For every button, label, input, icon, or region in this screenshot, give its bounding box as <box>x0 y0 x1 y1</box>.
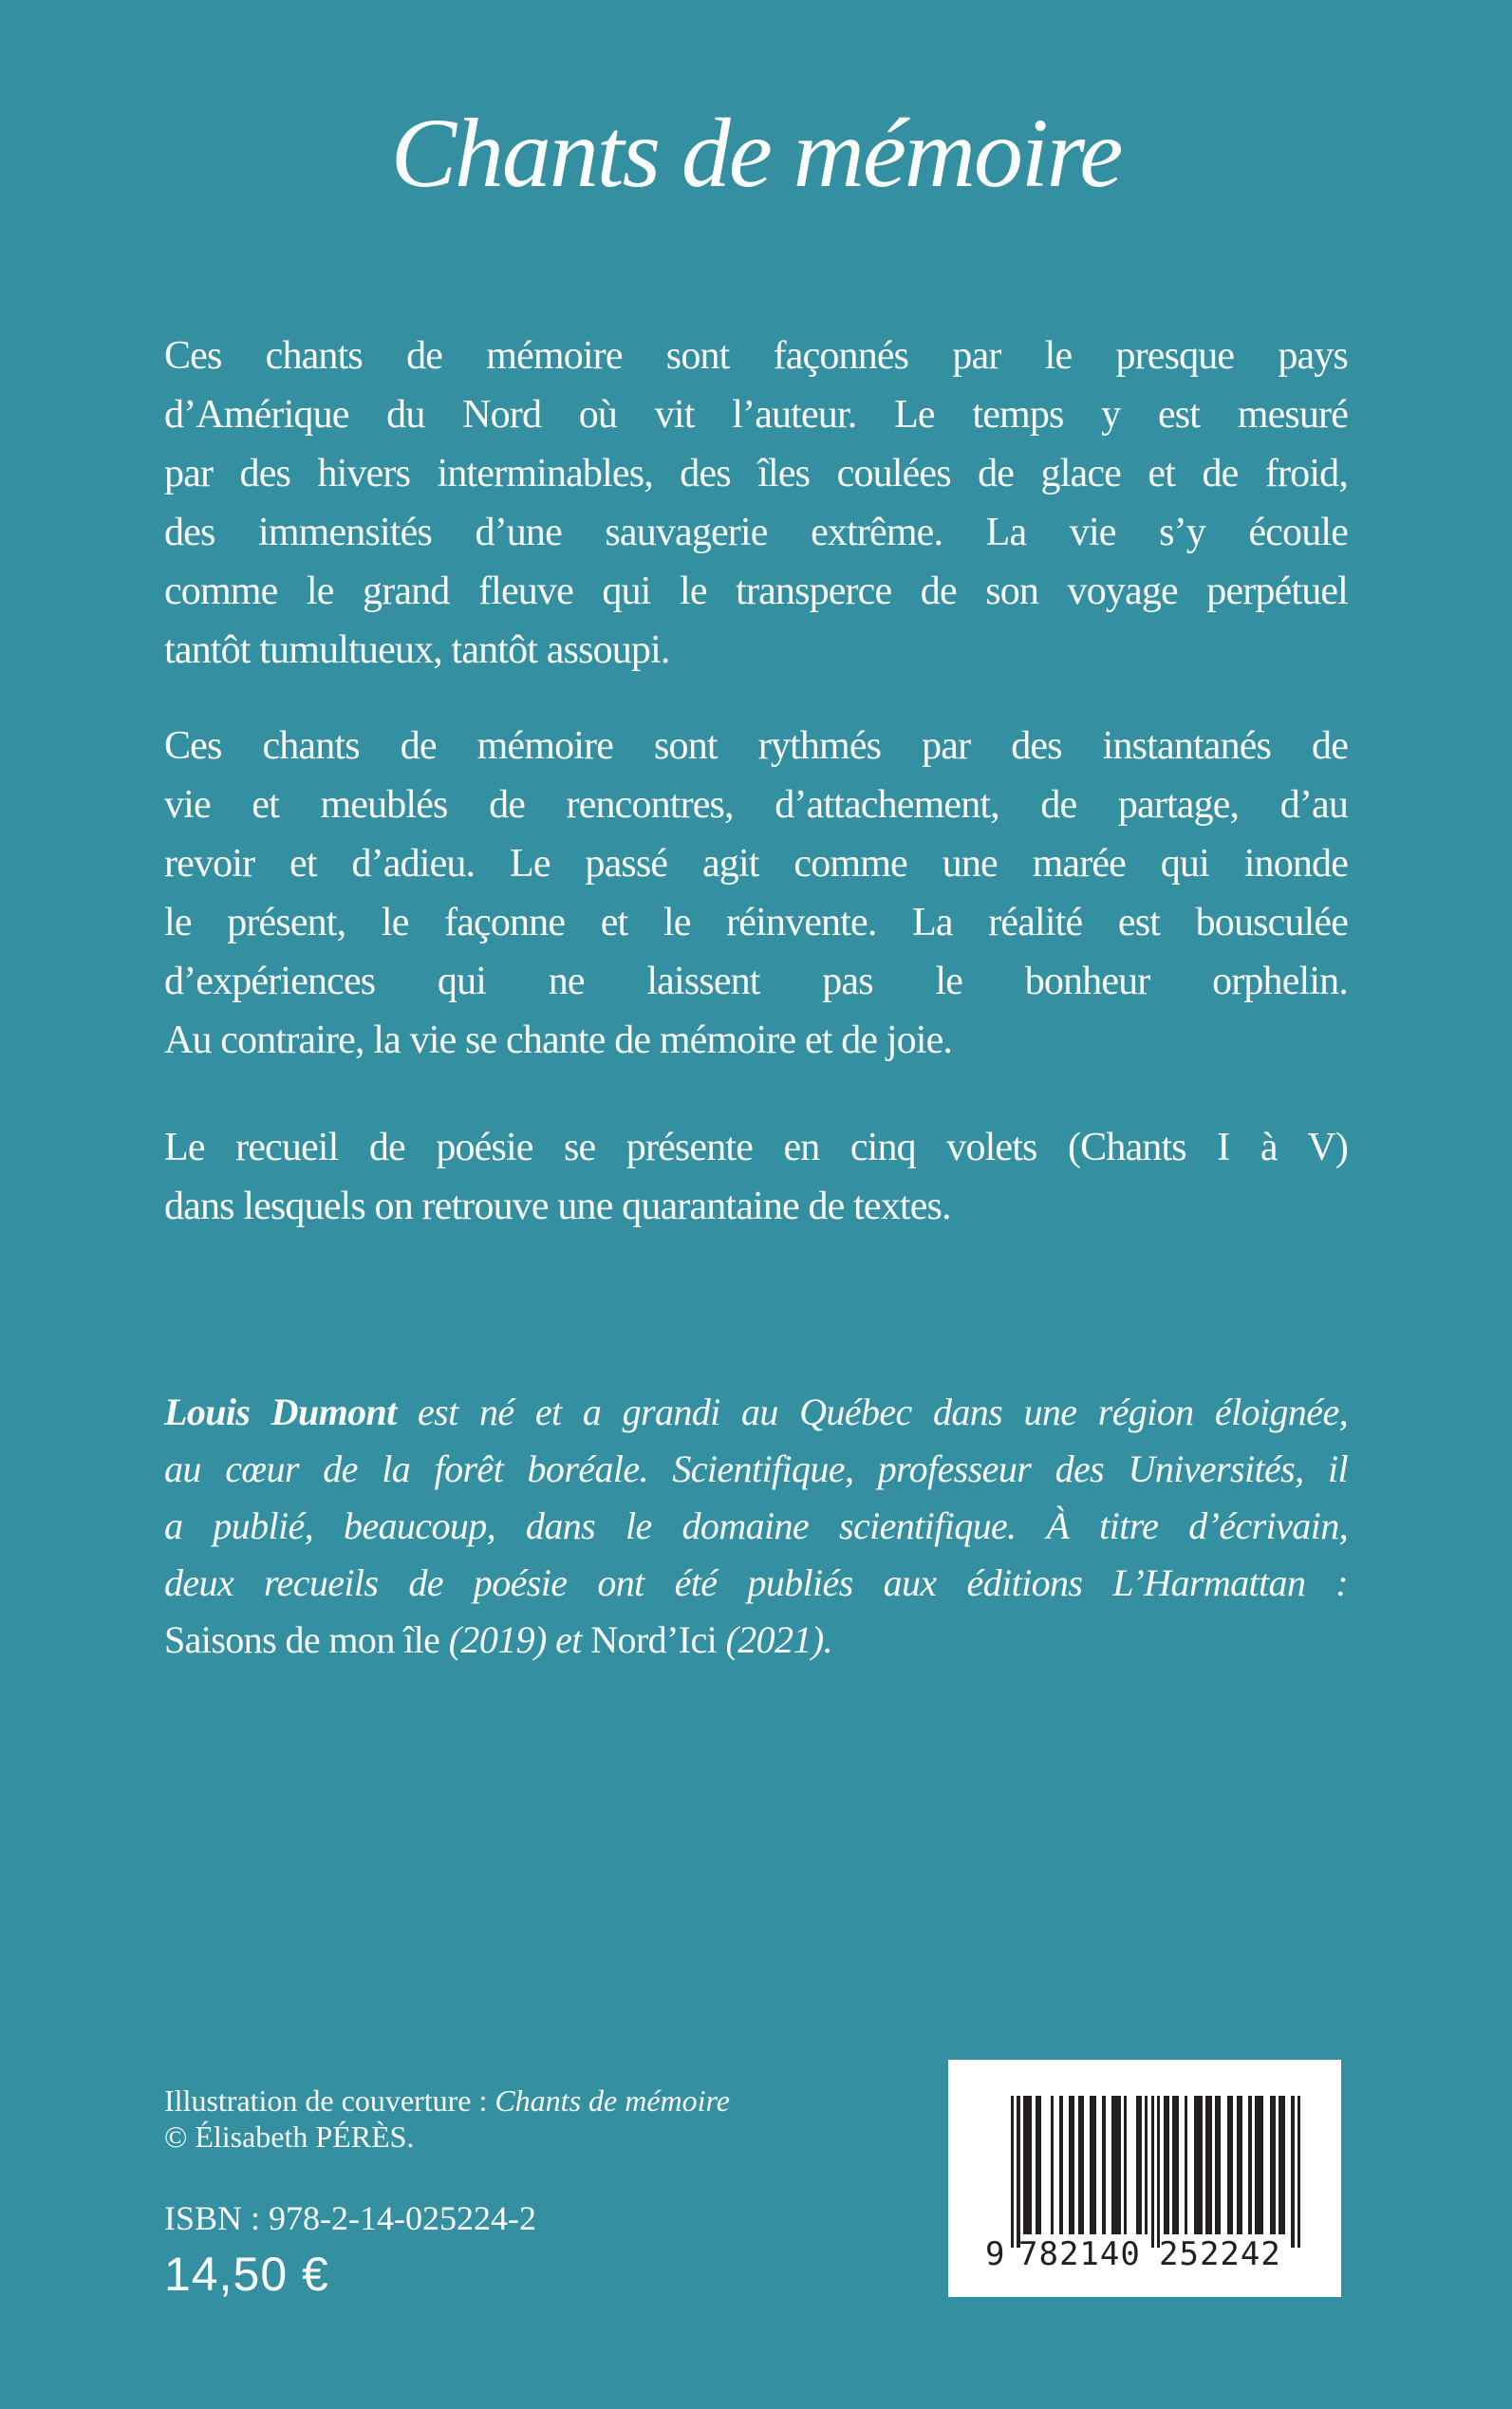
barcode-bar <box>1069 2096 1074 2234</box>
barcode-bar <box>1090 2096 1095 2234</box>
barcode-bar <box>1164 2096 1169 2234</box>
author-bio <box>164 1384 1348 1669</box>
text-line: deux recueils de poésie ont été publiés aux éditions L’Harmattan : <box>164 1561 1348 1604</box>
barcode-bar <box>1297 2096 1300 2248</box>
barcode-bar <box>1205 2096 1211 2234</box>
text-line: Le recueil de poésie se présente en cinq volets (Chants I à V) <box>164 1126 1348 1169</box>
text-segment: Nord’Ici <box>590 1618 726 1661</box>
text-segment: Illustration de couverture : <box>164 2083 495 2118</box>
barcode-bar <box>1248 2096 1251 2234</box>
barcode-bar <box>1124 2096 1127 2234</box>
text-line: au cœur de la forêt boréale. Scientifique, professeur des Universités, il <box>164 1447 1348 1490</box>
text-line <box>164 1384 1348 1441</box>
barcode-bar <box>1017 2096 1019 2248</box>
text-line: le présent, le façonne et le réinvente. La réalité est bousculée <box>164 901 1348 944</box>
barcode-bar <box>1136 2096 1142 2234</box>
text-line: comme le grand fleuve qui le transperce de son voyage perpétuel <box>164 570 1348 613</box>
barcode-bar <box>1111 2096 1121 2234</box>
barcode-bar <box>1172 2096 1178 2234</box>
text-segment: Chants de mémoire <box>495 2083 730 2118</box>
text-segment: Louis Dumont <box>164 1391 397 1433</box>
barcode-bar <box>1157 2096 1160 2248</box>
barcode-bar <box>1194 2096 1204 2234</box>
text-line: par des hivers interminables, des îles coulées de glace et de froid, <box>164 452 1348 495</box>
barcode-bar <box>1023 2096 1033 2234</box>
barcode-digits-left: 782140 <box>1018 2235 1141 2273</box>
synopsis-paragraph-1 <box>164 327 1348 680</box>
isbn-number: ISBN : 978-2-14-025224-2 <box>164 2199 536 2237</box>
barcode-bar <box>1011 2096 1014 2248</box>
barcode-bar <box>1270 2096 1276 2234</box>
text-segment: Saisons de mon île <box>164 1618 449 1661</box>
barcode-bar <box>1215 2096 1221 2234</box>
text-line: dans lesquels on retrouve une quarantaine de textes. <box>164 1185 951 1228</box>
text-line: d’expériences qui ne laissent pas le bonheur orphelin. <box>164 960 1348 1003</box>
price: 14,50 € <box>164 2248 329 2301</box>
text-line: d’Amérique du Nord où vit l’auteur. Le temps y est mesuré <box>164 393 1348 437</box>
barcode-bar <box>1237 2096 1242 2234</box>
text-segment: (2019) et <box>448 1618 591 1661</box>
barcode-bars <box>1011 2096 1300 2248</box>
text-line: Ces chants de mémoire sont façonnés par le presque pays <box>164 334 1348 378</box>
barcode-bar <box>1227 2096 1233 2234</box>
barcode-bar <box>1059 2096 1062 2234</box>
text-line: a publié, beaucoup, dans le domaine scientifique. À titre d’écrivain, <box>164 1504 1348 1547</box>
book-title: Chants de mémoire <box>390 99 1122 208</box>
barcode-bar <box>1291 2096 1294 2248</box>
text-line: revoir et d’adieu. Le passé agit comme une marée qui inonde <box>164 842 1348 886</box>
text-segment: (2021). <box>725 1618 832 1661</box>
barcode-digits-right: 252242 <box>1159 2235 1281 2273</box>
synopsis-paragraph-3 <box>164 1118 1348 1236</box>
text-line: Au contraire, la vie se chante de mémoire et de joie. <box>164 1018 953 1062</box>
barcode-bar <box>1036 2096 1041 2234</box>
text-line <box>164 1612 1348 1669</box>
barcode-bar <box>1185 2096 1187 2234</box>
barcode-bar <box>1102 2096 1105 2234</box>
barcode <box>948 2060 1341 2297</box>
text-line: Ces chants de mémoire sont rythmés par des instantanés de <box>164 724 1348 768</box>
barcode-digit-leading: 9 <box>985 2235 1006 2273</box>
barcode-bar <box>1051 2096 1054 2234</box>
barcode-bar <box>1151 2096 1154 2248</box>
barcode-bar <box>1255 2096 1264 2234</box>
text-line: © Élisabeth PÉRÈS. <box>164 2120 415 2154</box>
text-line: des immensités d’une sauvagerie extrême. La vie s’y écoule <box>164 511 1348 554</box>
text-line: vie et meublés de rencontres, d’attachement, de partage, d’au <box>164 783 1348 827</box>
synopsis-paragraph-2 <box>164 717 1348 1070</box>
barcode-bar <box>1145 2096 1148 2234</box>
barcode-bar <box>1078 2096 1084 2234</box>
barcode-bar <box>1279 2096 1284 2234</box>
text-segment: est né et a grandi au Québec dans une région éloignée, <box>396 1391 1348 1433</box>
text-line: tantôt tumultueux, tantôt assoupi. <box>164 628 670 672</box>
